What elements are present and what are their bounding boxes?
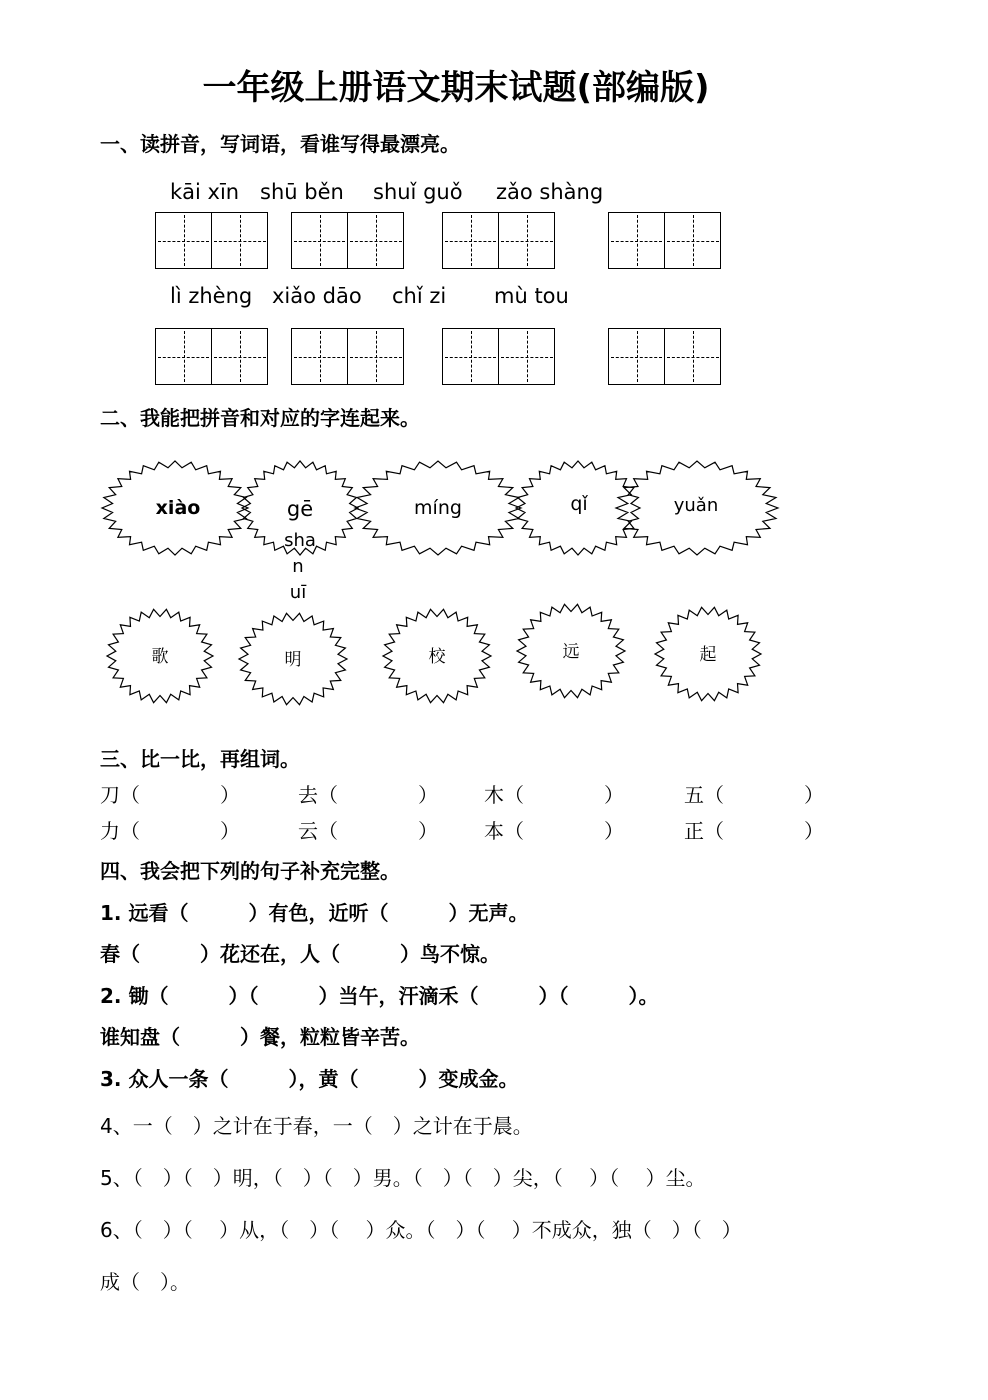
pinyin-label: xiào xyxy=(155,497,201,519)
pinyin-1-4: zǎo shàng xyxy=(496,180,604,204)
fill-line: 1. 远看（ ）有色，近听（ ）无声。 xyxy=(100,901,529,925)
compare-item: 木（ ） xyxy=(484,783,624,807)
pinyin-label: yuǎn xyxy=(673,495,719,516)
compare-item: 五（ ） xyxy=(684,783,824,807)
char-label: 校 xyxy=(428,647,446,667)
pinyin-2-4: mù tou xyxy=(494,284,569,308)
pinyin-1-1: kāi xīn xyxy=(170,180,240,204)
pinyin-1-2: shū běn xyxy=(260,180,344,204)
q2-heading: 二、我能把拼音和对应的字连起来。 xyxy=(100,406,420,430)
char-label: 歌 xyxy=(151,647,169,667)
pinyin-2-3: chǐ zi xyxy=(392,284,447,308)
compare-item: 力（ ） xyxy=(100,819,240,843)
char-label: 明 xyxy=(284,650,302,670)
fill-line: 3. 众人一条（ ），黄（ ）变成金。 xyxy=(100,1067,519,1091)
pinyin-2-2: xiǎo dāo xyxy=(272,284,362,308)
pinyin-1-3: shuǐ guǒ xyxy=(373,180,463,204)
compare-item: 云（ ） xyxy=(298,819,438,843)
pinyin-2-1: lì zhèng xyxy=(170,284,253,308)
q1-heading: 一、读拼音，写词语，看谁写得最漂亮。 xyxy=(100,132,460,156)
fill-line: 2. 锄（ ）（ ）当午，汗滴禾（ ）（ ）。 xyxy=(100,984,659,1008)
stray-pinyin: n xyxy=(292,556,304,577)
q4-heading: 四、我会把下列的句子补充完整。 xyxy=(100,859,400,883)
fill-line: 6、（ ）（ ）从，（ ）（ ）众。（ ）（ ）不成众，独（ ）（ ） xyxy=(100,1218,742,1242)
pinyin-label: gē xyxy=(286,497,314,521)
fill-line: 谁知盘（ ）餐，粒粒皆辛苦。 xyxy=(100,1025,420,1049)
compare-item: 本（ ） xyxy=(484,819,624,843)
char-label: 远 xyxy=(562,642,580,662)
stray-pinyin: sha xyxy=(284,530,316,551)
pinyin-label: míng xyxy=(414,497,462,519)
fill-line: 成（ ）。 xyxy=(100,1270,190,1294)
page-title: 一年级上册语文期末试题(部编版) xyxy=(202,68,710,108)
fill-line: 5、（ ）（ ）明，（ ）（ ）男。（ ）（ ）尖，（ ）（ ）尘。 xyxy=(100,1166,706,1190)
fill-line: 4、一（ ）之计在于春，一（ ）之计在于晨。 xyxy=(100,1114,533,1138)
compare-item: 正（ ） xyxy=(684,819,824,843)
compare-item: 去（ ） xyxy=(298,783,438,807)
char-label: 起 xyxy=(699,645,717,665)
q3-heading: 三、比一比，再组词。 xyxy=(100,747,300,771)
fill-line: 春（ ）花还在，人（ ）鸟不惊。 xyxy=(100,942,500,966)
pinyin-label: qǐ xyxy=(570,493,588,515)
stray-pinyin: uī xyxy=(289,582,307,603)
compare-item: 刀（ ） xyxy=(100,783,240,807)
